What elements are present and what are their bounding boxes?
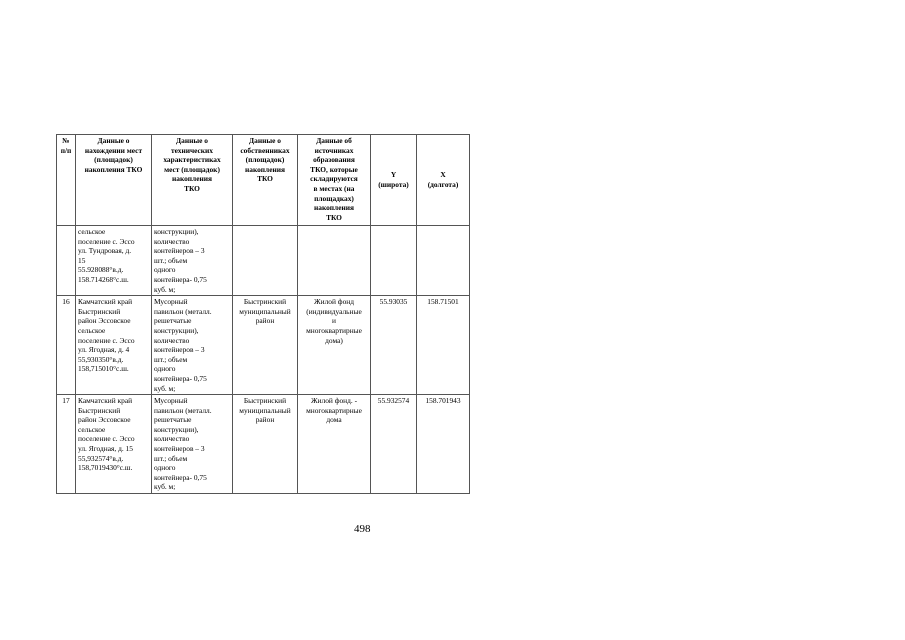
- row-owner: [233, 226, 298, 296]
- registry-table: [56, 134, 470, 494]
- row-technical: Мусорный павильон (металл. решетчатые конструкции), количество контейнеров – 3 шт.; объем одного контейнера- 0,75 куб. м;: [152, 296, 233, 395]
- row-source: Жилой фонд. - многоквартирные дома: [298, 395, 371, 494]
- row-number: 17: [57, 395, 76, 494]
- header-latitude: Y (широта): [371, 135, 417, 226]
- row-number: [57, 226, 76, 296]
- row-owner: Быстринский муниципальный район: [233, 395, 298, 494]
- header-location: Данные о нахождении мест (площадок) накопления ТКО: [76, 135, 152, 226]
- header-row: [57, 135, 470, 226]
- table-row: [57, 226, 470, 296]
- header-technical: Данные о технических характеристиках мест (площадок) накопления ТКО: [152, 135, 233, 226]
- table-row: [57, 296, 470, 395]
- row-latitude: [371, 226, 417, 296]
- row-number: 16: [57, 296, 76, 395]
- row-technical: Мусорный павильон (металл. решетчатые конструкции), количество контейнеров – 3 шт.; объем одного контейнера- 0,75 куб. м;: [152, 395, 233, 494]
- row-latitude: 55.932574: [371, 395, 417, 494]
- row-longitude: [417, 226, 470, 296]
- header-owners: Данные о собственниках (площадок) накопления ТКО: [233, 135, 298, 226]
- header-longitude: X (долгота): [417, 135, 470, 226]
- row-location: Камчатский край Быстринский район Эссовское сельское поселение с. Эссо ул. Ягодная, д. 4 55,930350°в.д. 158,715010°с.ш.: [76, 296, 152, 395]
- row-source: Жилой фонд (индивидуальные и многоквартирные дома): [298, 296, 371, 395]
- row-owner: Быстринский муниципальный район: [233, 296, 298, 395]
- row-location: Камчатский край Быстринский район Эссовское сельское поселение с. Эссо ул. Ягодная, д. 15 55,932574°в.д. 158,7019430°с.ш.: [76, 395, 152, 494]
- row-latitude: 55.93035: [371, 296, 417, 395]
- row-source: [298, 226, 371, 296]
- header-number: № п/п: [57, 135, 76, 226]
- table-row: [57, 395, 470, 494]
- row-longitude: 158.71501: [417, 296, 470, 395]
- row-location: сельское поселение с. Эссо ул. Тундровая, д. 15 55.928088°в.д. 158.714268°с.ш.: [76, 226, 152, 296]
- row-longitude: 158.701943: [417, 395, 470, 494]
- header-sources: Данные об источниках образования ТКО, которые складируются в местах (на площадках) накопления ТКО: [298, 135, 371, 226]
- page-number: 498: [354, 523, 371, 535]
- row-technical: конструкции), количество контейнеров – 3 шт.; объем одного контейнера- 0,75 куб. м;: [152, 226, 233, 296]
